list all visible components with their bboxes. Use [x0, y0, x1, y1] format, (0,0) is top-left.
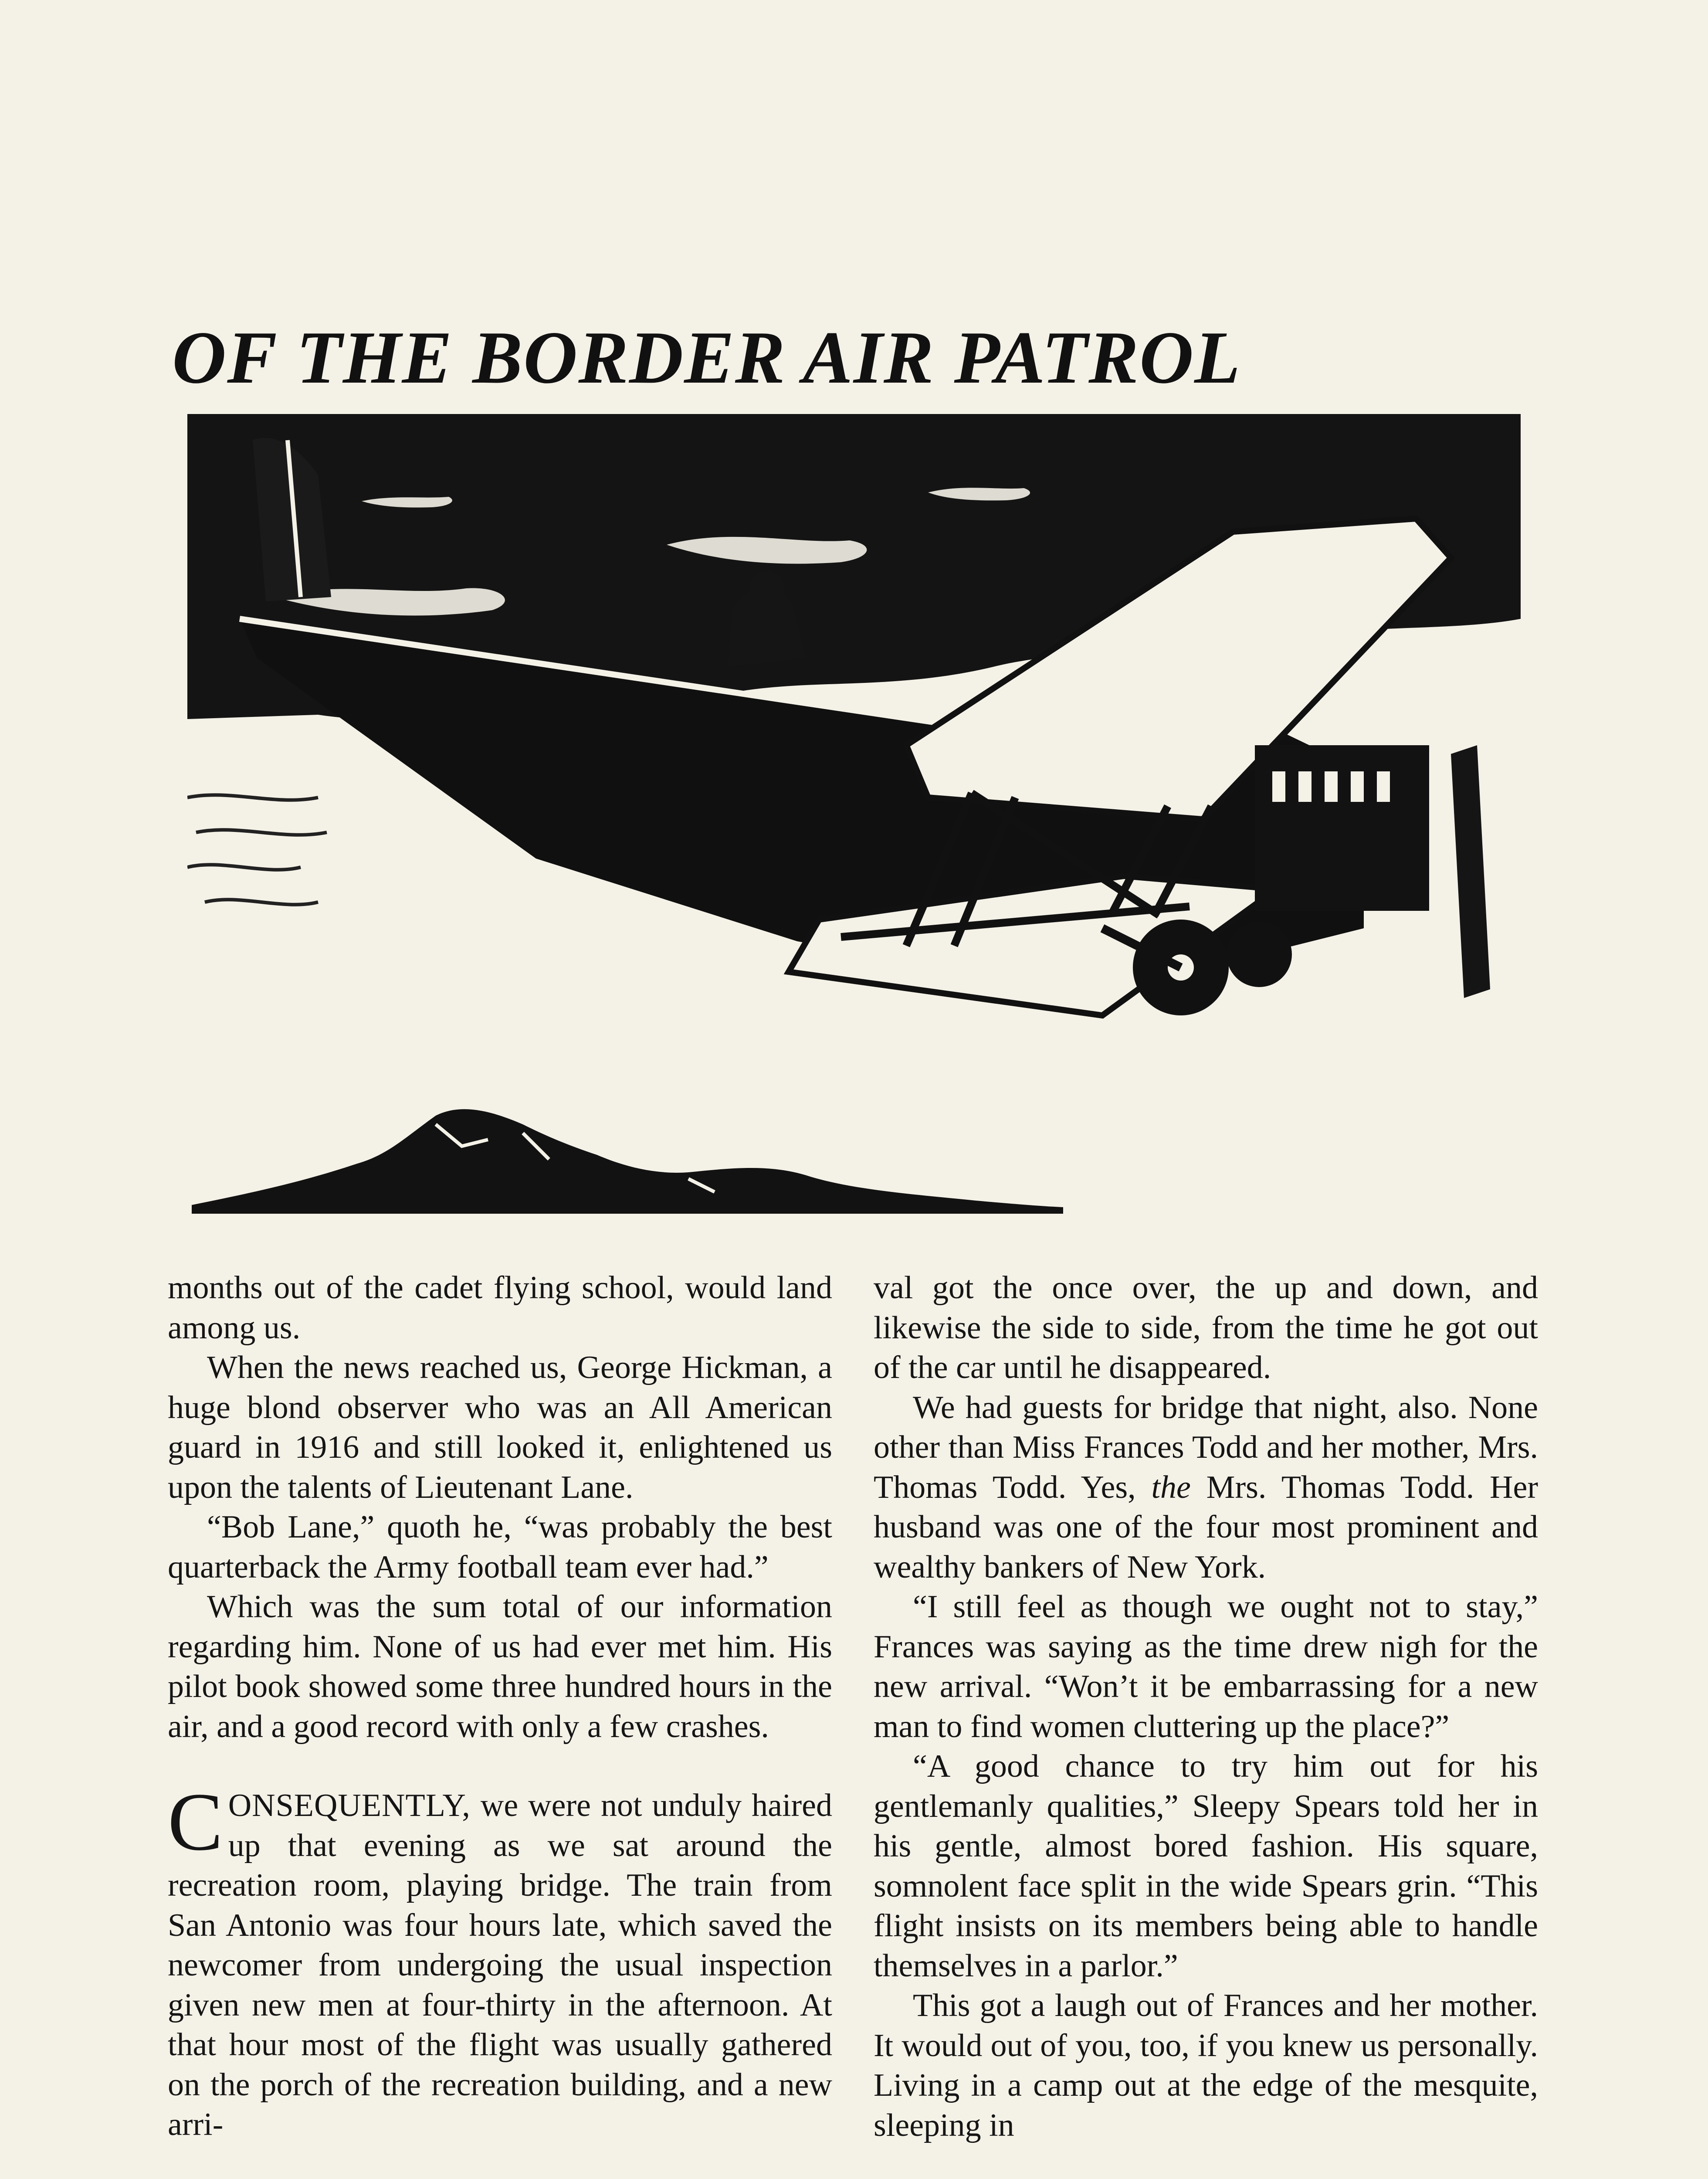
mountain-range-illustration [192, 1098, 1063, 1220]
paragraph: “Bob Lane,” quoth he, “was probably the best quarterback the Army football team ever had.” [168, 1509, 832, 1585]
propeller [1451, 745, 1490, 998]
engine [1255, 745, 1429, 911]
paragraph-text: Mrs. Thomas Todd. Her husband was one of the four most prominent and wealthy bankers of New York. [874, 1469, 1538, 1585]
paragraph: When the news reached us, George Hickman, a huge blond observer who was an All American guard in 1916 and still looked it, enlightened us upon the talents of Lieutenant Lane. [168, 1350, 832, 1505]
paragraph-dropcap [168, 1776, 832, 2145]
paragraph: Which was the sum total of our information regarding him. None of us had ever met him. His pilot book showed some three hundred hours in the air, and a good record with only a few crashes. [168, 1589, 832, 1745]
paragraph: val got the once over, the up and down, and likewise the side to side, from the time he got out of the car until he disappeared. [874, 1270, 1538, 1385]
emphasis-text: the [1151, 1469, 1191, 1505]
page-title: OF THE BORDER AIR PATROL [172, 316, 1241, 400]
small-caps-lead: ONSEQUENTLY, [228, 1788, 471, 1823]
drop-cap: C [168, 1776, 223, 1868]
paragraph: “A good chance to try him out for his gentlemanly qualities,” Sleepy Spears told her in his gentle, almost bored fashion. His square, somnolent face split in the wide Spears grin. “This flight insists on its members being able to handle themselves in a parlor.” [874, 1748, 1538, 1984]
paragraph: months out of the cadet flying school, would land among us. [168, 1270, 832, 1346]
paragraph: This got a laugh out of Frances and her mother. It would out of you, too, if you knew us personally. Living in a camp out at the edge of the mesquite, sleeping in [874, 1988, 1538, 2143]
text-column-right [874, 1268, 1538, 2145]
paragraph-text: We had guests for bridge that night, also. None other than Miss Frances Todd and her mother, Mrs. Thomas Todd. Yes, [874, 1389, 1538, 1505]
paragraph: “I still feel as though we ought not to stay,” Frances was saying as the time drew nigh for the new arrival. “Won’t it be embarrassing for a new man to find women cluttering up the place?” [874, 1589, 1538, 1745]
paragraph [874, 1388, 1538, 1588]
text-column-left [168, 1268, 832, 2145]
paragraph-text: we were not unduly haired up that evening as we sat around the recreation room, playing bridge. The train from San Antonio was four hours late, which saved the newcomer from undergoing the usual inspection given new men at four-thirty in the afternoon. At that hour most of the flight was usually gathered on the porch of the recreation building, and a new arri- [168, 1788, 832, 2142]
biplane-illustration [187, 414, 1521, 1094]
